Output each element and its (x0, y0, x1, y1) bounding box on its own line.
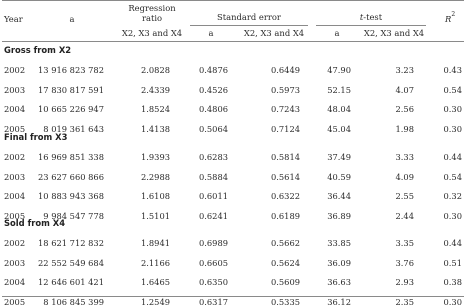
cell-t-x: 2.44 (395, 210, 414, 221)
cell-se-a: 0.5064 (198, 123, 228, 134)
cell-regression-ratio: 1.9393 (140, 152, 170, 162)
section-title: Final from X3 (4, 132, 68, 142)
header-tt-a: a (334, 28, 340, 38)
cell-t-a: 36.12 (327, 296, 351, 307)
cell-regression-ratio: 1.6108 (140, 191, 170, 201)
cell-se-x: 0.7243 (270, 104, 300, 114)
cell-r2: 0.38 (443, 277, 462, 287)
header-year: Year (4, 14, 23, 24)
cell-se-a: 0.5884 (198, 171, 228, 182)
header-se-a: a (208, 28, 214, 38)
cell-r2: 0.51 (443, 257, 462, 268)
header-r2 (445, 11, 456, 24)
cell-a: 8 106 845 399 (43, 296, 104, 307)
cell-year: 2004 (4, 191, 26, 201)
cell-r2: 0.43 (443, 65, 462, 75)
cell-r2: 0.30 (443, 123, 462, 134)
header-r2-base: R (445, 14, 452, 24)
header-regression-ratio-line1: Regression (128, 3, 176, 13)
cell-year: 2003 (4, 257, 26, 268)
cell-a: 16 969 851 338 (38, 152, 104, 162)
cell-se-a: 0.6989 (198, 238, 228, 248)
cell-se-x: 0.5624 (270, 257, 300, 268)
cell-year: 2002 (4, 238, 26, 248)
header-r2-sup: 2 (451, 11, 456, 19)
cell-t-x: 4.09 (395, 171, 414, 182)
cell-r2: 0.54 (443, 171, 462, 182)
cell-t-a: 36.44 (327, 191, 351, 201)
cell-regression-ratio: 1.5101 (140, 210, 170, 221)
cell-regression-ratio: 1.2549 (140, 296, 170, 307)
cell-year: 2005 (4, 123, 26, 134)
cell-se-x: 0.5973 (270, 84, 300, 95)
cell-t-x: 2.55 (395, 191, 414, 201)
cell-r2: 0.44 (443, 238, 462, 248)
cell-regression-ratio: 2.0828 (140, 65, 170, 75)
cell-regression-ratio: 2.1166 (140, 257, 170, 268)
cell-year: 2004 (4, 104, 26, 114)
cell-year: 2002 (4, 152, 26, 162)
header-bottom-rule (2, 41, 464, 42)
cell-t-x: 3.35 (395, 238, 414, 248)
header-regression-ratio-line2: ratio (141, 13, 163, 23)
cell-t-a: 36.63 (327, 277, 351, 287)
cell-se-x: 0.6189 (270, 210, 300, 221)
cell-t-a: 40.59 (327, 171, 351, 182)
cell-se-a: 0.6605 (198, 257, 228, 268)
cell-se-x: 0.6322 (270, 191, 300, 201)
cell-r2: 0.32 (443, 191, 462, 201)
cell-r2: 0.30 (443, 104, 462, 114)
cell-se-x: 0.5614 (270, 171, 300, 182)
cell-regression-ratio: 2.4339 (140, 84, 170, 95)
cell-year: 2005 (4, 210, 26, 221)
cell-a: 12 646 601 421 (38, 277, 104, 287)
header-regression-sub: X2, X3 and X4 (121, 28, 183, 38)
cell-a: 18 621 712 832 (38, 238, 104, 248)
cell-a: 23 627 660 866 (38, 171, 104, 182)
cell-t-a: 52.15 (327, 84, 351, 95)
cell-t-a: 33.85 (327, 238, 351, 248)
cell-t-a: 36.89 (327, 210, 351, 221)
cell-se-a: 0.6350 (198, 277, 228, 287)
cell-se-x: 0.5335 (270, 296, 300, 307)
header-standard-error: Standard error (217, 12, 281, 22)
header-tt-x: X2, X3 and X4 (363, 28, 425, 38)
cell-regression-ratio: 1.8524 (140, 104, 170, 114)
cell-a: 10 665 226 947 (38, 104, 104, 114)
cell-se-a: 0.4876 (198, 65, 228, 75)
cell-regression-ratio: 1.6465 (140, 277, 170, 287)
cell-a: 10 883 943 368 (38, 191, 104, 201)
cell-regression-ratio: 1.4138 (140, 123, 170, 134)
cell-se-a: 0.4526 (198, 84, 228, 95)
standard-error-underline (190, 25, 308, 26)
section-title: Sold from X4 (4, 218, 66, 228)
cell-se-x: 0.5814 (270, 152, 300, 162)
cell-t-x: 2.56 (395, 104, 414, 114)
cell-year: 2003 (4, 171, 26, 182)
cell-year: 2003 (4, 84, 26, 95)
cell-t-x: 1.98 (395, 123, 414, 134)
cell-t-x: 2.35 (395, 296, 414, 307)
cell-regression-ratio: 1.8941 (140, 238, 170, 248)
cell-se-a: 0.6317 (198, 296, 228, 307)
section-title: Gross from X2 (4, 45, 72, 55)
cell-se-x: 0.7124 (270, 123, 300, 134)
cell-regression-ratio: 2.2988 (140, 171, 170, 182)
cell-r2: 0.30 (443, 210, 462, 221)
header-top-rule (2, 0, 464, 1)
cell-a: 8 019 361 643 (43, 123, 104, 134)
cell-se-x: 0.6449 (270, 65, 300, 75)
cell-a: 9 984 547 778 (43, 210, 104, 221)
cell-t-x: 4.07 (395, 84, 414, 95)
cell-a: 17 830 817 591 (38, 84, 104, 95)
header-t-test-t: t (359, 12, 364, 22)
t-test-underline (316, 25, 426, 26)
cell-t-x: 3.33 (395, 152, 414, 162)
cell-r2: 0.44 (443, 152, 462, 162)
cell-t-x: 3.23 (395, 65, 414, 75)
cell-year: 2004 (4, 277, 26, 287)
cell-se-a: 0.6283 (198, 152, 228, 162)
cell-t-a: 47.90 (327, 65, 351, 75)
cell-se-a: 0.6241 (198, 210, 228, 221)
cell-year: 2005 (4, 296, 26, 307)
header-se-x: X2, X3 and X4 (243, 28, 305, 38)
header-a: a (69, 14, 75, 24)
cell-t-x: 2.93 (395, 277, 414, 287)
cell-se-x: 0.5609 (270, 277, 300, 287)
cell-a: 13 916 823 782 (38, 65, 104, 75)
cell-a: 22 552 549 684 (38, 257, 104, 268)
cell-t-a: 36.09 (327, 257, 351, 268)
cell-se-a: 0.6011 (198, 191, 228, 201)
cell-t-a: 48.04 (327, 104, 351, 114)
cell-t-a: 37.49 (327, 152, 351, 162)
cell-se-x: 0.5662 (270, 238, 300, 248)
cell-year: 2002 (4, 65, 26, 75)
cell-se-a: 0.4806 (198, 104, 228, 114)
header-t-test (316, 12, 426, 22)
cell-r2: 0.54 (443, 84, 462, 95)
cell-r2: 0.30 (443, 296, 462, 307)
header-t-test-rest: -test (363, 12, 383, 22)
cell-t-x: 3.76 (395, 257, 414, 268)
cell-t-a: 45.04 (327, 123, 351, 134)
